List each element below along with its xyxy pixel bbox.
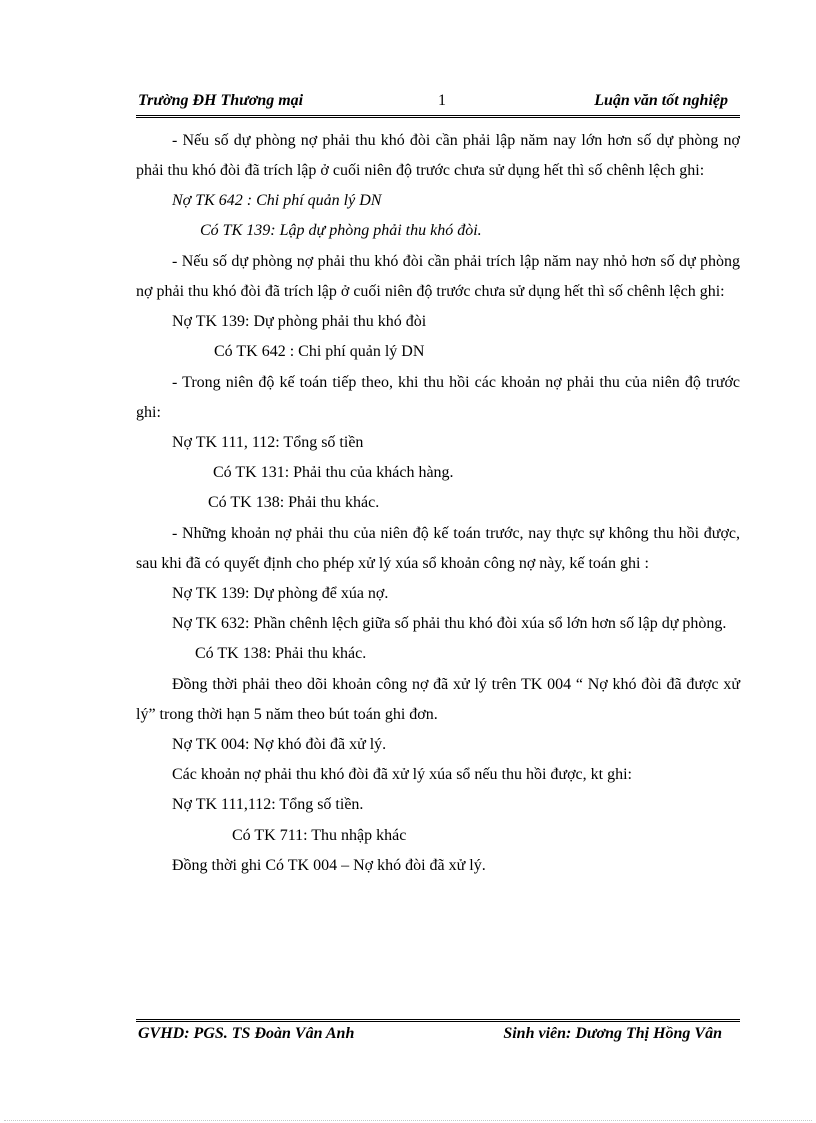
entry-credit: Có TK 138: Phải thu khác.	[195, 645, 367, 663]
paragraph-line: Các khoản nợ phải thu khó đòi đã xử lý xúa sổ nếu thu hồi được, kt ghi:	[172, 766, 632, 784]
paragraph: Nợ TK 632: Phần chênh lệch giữa số phải thu khó đòi xúa sổ lớn hơn số lập dự phòng.	[172, 615, 727, 633]
paragraph: - Trong niên độ kế toán tiếp theo, khi thu hồi các khoản nợ phải thu của niên độ trước ghi:	[136, 373, 740, 421]
paragraph-line: Đồng thời ghi Có TK 004 – Nợ khó đòi đã xử lý.	[172, 857, 486, 875]
footer-divider	[136, 1019, 740, 1022]
header-thesis-title: Luận văn tốt nghiệp	[594, 92, 728, 109]
entry-debit: Nợ TK 139: Dự phòng phải thu khó đòi	[172, 312, 427, 330]
footer-supervisor: GVHD: PGS. TS Đoàn Vân Anh	[138, 1025, 355, 1042]
page-number: 1	[438, 92, 446, 109]
page-header	[136, 92, 740, 116]
entry-debit: Nợ TK 111,112: Tổng số tiền.	[172, 796, 364, 814]
entry-debit: Nợ TK 642 : Chi phí quản lý DN	[172, 192, 382, 209]
paragraph: Đồng thời phải theo dõi khoản công nợ đã xử lý trên TK 004 “ Nợ khó đòi đã được xử lý” trong thời hạn 5 năm theo bút toán ghi đơn.	[136, 675, 740, 723]
paragraph: - Những khoản nợ phải thu của niên độ kế toán trước, nay thực sự không thu hồi được, sau khi đã có quyết định cho phép xử lý xúa sổ khoản công nợ này, kế toán ghi :	[136, 524, 740, 572]
footer-student: Sinh viên: Dương Thị Hồng Vân	[503, 1025, 722, 1042]
header-school: Trường ĐH Thương mại	[138, 92, 304, 109]
entry-credit: Có TK 139: Lập dự phòng phải thu khó đòi.	[200, 222, 482, 240]
entry-credit: Có TK 138: Phải thu khác.	[208, 494, 380, 512]
entry-debit: Nợ TK 111, 112: Tổng số tiền	[172, 433, 364, 451]
entry-credit: Có TK 711: Thu nhập khác	[232, 826, 407, 844]
paragraph: - Nếu số dự phòng nợ phải thu khó đòi cần phải lập năm nay lớn hơn số dự phòng nợ phải thu khó đòi đã trích lập ở cuối niên độ trước chưa sử dụng hết thì số chênh lệch ghi:	[136, 132, 740, 179]
header-divider	[136, 115, 740, 118]
paragraph: - Nếu số dự phòng nợ phải thu khó đòi cần phải trích lập năm nay nhỏ hơn số dự phòng nợ phải thu khó đòi đã trích lập ở cuối niên độ trước chưa sử dụng hết thì số chênh lệch ghi:	[136, 252, 740, 300]
entry-debit: Nợ TK 139: Dự phòng để xúa nợ.	[172, 584, 389, 602]
page-footer	[136, 1025, 740, 1049]
entry-credit: Có TK 642 : Chi phí quản lý DN	[214, 343, 425, 361]
entry-debit: Nợ TK 004: Nợ khó đòi đã xử lý.	[172, 735, 387, 753]
entry-credit: Có TK 131: Phải thu của khách hàng.	[213, 464, 454, 482]
document-body	[136, 126, 740, 882]
page-edge-divider	[4, 1120, 812, 1121]
